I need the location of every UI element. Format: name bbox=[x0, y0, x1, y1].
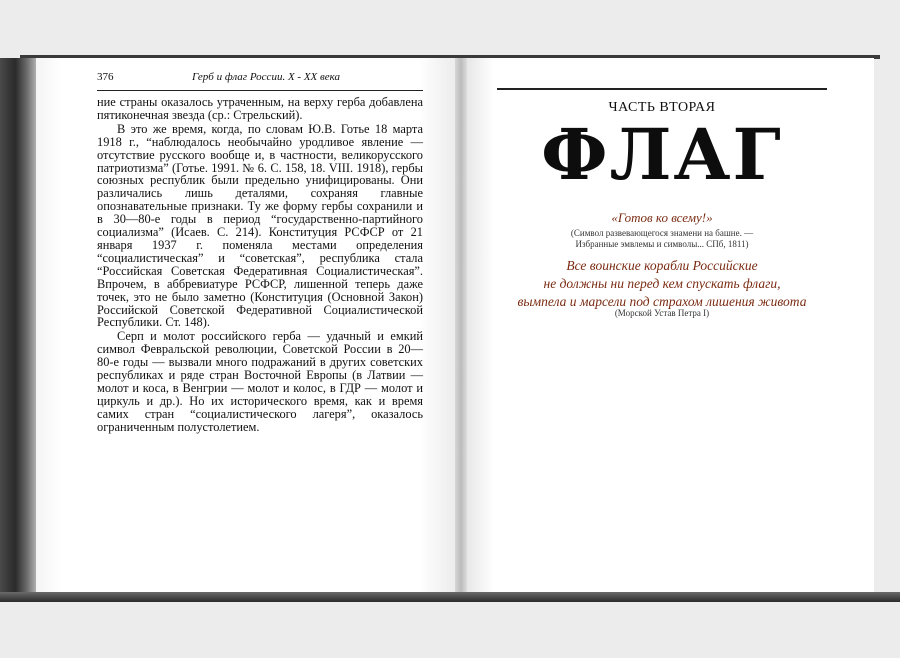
motto: «Готов ко всему!» bbox=[611, 210, 713, 225]
motto-source-line: (Символ развевающегося знамени на башне. — bbox=[570, 228, 754, 238]
motto-source-line: Избранные эмвлемы и символы... СПб, 1811) bbox=[575, 239, 749, 249]
epigraph-quote bbox=[490, 257, 834, 311]
book-spine-edge bbox=[0, 58, 38, 598]
paragraph: Серп и молот российского герба — удачный и емкий символ Февральской революции, Советской России в 20—80-е годы — вызвали много подражаний в других советских республиках и ряде стран Восточной Европы (в Латвии — молот и коса, в Венгрии — молот и колос, в ГДР — молот и циркуль и др.). Но их исторического время, как и время самих стран “социалистического лагеря”, оказалось ограниченным полустолетием. bbox=[97, 329, 423, 434]
running-head-rule bbox=[97, 90, 423, 91]
binding-hole bbox=[463, 180, 466, 183]
binding-hole bbox=[463, 270, 466, 273]
chapter-rule bbox=[497, 88, 827, 90]
chapter-title: ФЛАГ bbox=[541, 113, 783, 196]
binding-hole bbox=[463, 450, 466, 453]
body-text bbox=[97, 96, 423, 434]
running-head-title: Герб и флаг России. X - XX века bbox=[192, 71, 341, 83]
quote-line: Все воинские корабли Российские bbox=[566, 258, 758, 273]
binding-hole bbox=[463, 360, 466, 363]
book-gutter bbox=[455, 58, 467, 594]
quote-line: не должны ни перед кем спускать флаги, bbox=[543, 276, 781, 291]
running-head bbox=[97, 71, 419, 87]
page-number: 376 bbox=[97, 71, 114, 83]
book-bottom-edge bbox=[0, 592, 900, 602]
quote-line: вымпела и марсели под страхом лишения живота bbox=[517, 294, 807, 309]
epigraph-source: (Морской Устав Петра I) bbox=[614, 308, 710, 318]
paragraph: В это же время, когда, по словам Ю.В. Готье 18 марта 1918 г., “наблюдалось необычайно уродливое явление — отсутствие русского вообще и, в частности, великорусского патриотизма” (Готье. 1991. № 6. С. 158, 18. VIII. 1918), гербы союзных республик были предельно унифицированы. Они различались лишь деталями, сохраняя главные опознавательные признаки. Ту же форму гербы сохранили и в 30—80-е годы в период “государственно-партийного социализма” (Исаев. С. 214). Конституция РСФСР от 21 января 1937 г. поменяла местами определения “социалистическая” и “советская”, республика стала “Российская Советская Федеративная Социалистическая”. Впрочем, в аббревиатуре РСФСР, лишенной теперь даже точек, это не было заметно (Конституция (Основной Закон) Российской Советской Федеративной Социалистической Республики. Ст. 148). bbox=[97, 121, 423, 330]
motto-source bbox=[497, 228, 827, 250]
paragraph: ние страны оказалось утраченным, на верху герба добавлена пятиконечная звезда (ср.: Стрельский). bbox=[97, 95, 423, 122]
part-label: ЧАСТЬ ВТОРАЯ bbox=[608, 100, 716, 115]
